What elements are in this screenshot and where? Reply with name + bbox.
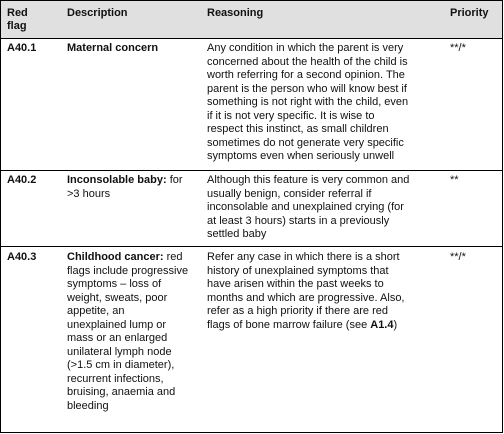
row-2-description [67, 174, 183, 201]
row-3-flag: A40.3 [7, 251, 37, 263]
row-1-reasoning-text: Any condition in which the parent is very concerned about the health of the child is worth referring for a second opinion. The parent is the person who will know best if something is not right with the child, even if it is not very specific. It is wise to respect this instinct, as small children sometimes do not generate very specific symptoms even when seriously unwell [207, 42, 409, 162]
row-2-priority: ** [450, 174, 459, 186]
row-2-reasoning [207, 174, 409, 242]
row-1-flag: A40.1 [7, 42, 37, 54]
row-2-flag: A40.2 [7, 174, 37, 186]
row-3-reasoning-text: Refer any case in which there is a short history of unexplained symptoms that have arisen within the past weeks to months and which are progressive. Also, refer as a high priority if there are red flags of bone marrow failure (see [207, 251, 405, 331]
row-3-description-rest: red flags include progressive symptoms – loss of weight, sweats, poor appetite, an unexplained lump or mass or an enlarged unilateral lymph node (>1.5 cm in diameter), recurrent infections, bruising, anaemia and bleeding [67, 251, 189, 412]
row-2-reasoning-text: Although this feature is very common and usually benign, consider referral if inconsolable and unexplained crying (for at least 3 hours) starts in a previously settled baby [207, 174, 410, 240]
header-priority: Priority [450, 7, 489, 19]
header-red-flag: Red flag [7, 7, 28, 32]
row-1-reasoning [207, 42, 408, 164]
row-1-priority: **/* [450, 42, 466, 54]
row-3-reasoning [207, 251, 405, 332]
header-description: Description [67, 7, 128, 19]
row-divider [1, 246, 502, 247]
row-3-description [67, 251, 188, 413]
row-2-description-rest: for >3 hours [67, 174, 183, 200]
row-1-description-title: Maternal concern [67, 42, 159, 54]
row-3-reasoning-ref: A1.4 [370, 318, 394, 331]
row-divider [1, 170, 502, 171]
row-3-description-title: Childhood cancer: [67, 251, 164, 263]
header-reasoning: Reasoning [207, 7, 264, 19]
row-2-description-title: Inconsolable baby: [67, 174, 167, 186]
row-3-priority: **/* [450, 251, 466, 263]
row-3-reasoning-tail: ) [393, 318, 398, 331]
row-1-description [67, 42, 158, 56]
